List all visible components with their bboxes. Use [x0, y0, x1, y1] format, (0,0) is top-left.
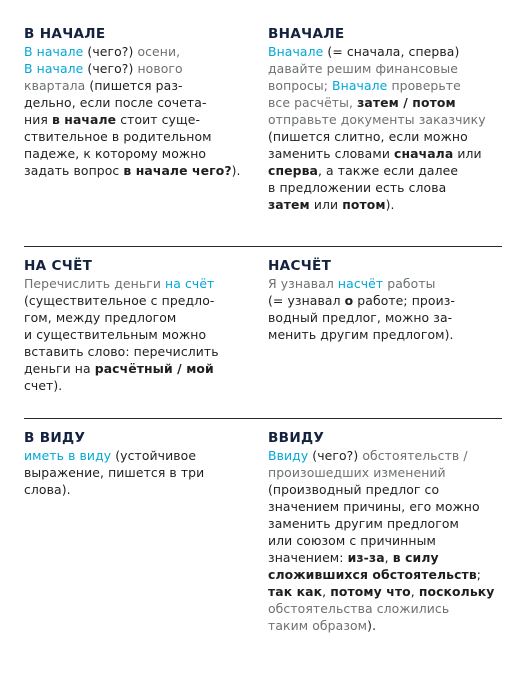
explanation-text: ния: [24, 112, 52, 127]
text-line: [268, 549, 504, 566]
text-line: [268, 600, 504, 617]
text-line: [24, 360, 250, 377]
entry-na-schet: [24, 258, 250, 394]
entry-body: [268, 43, 504, 213]
explanation-text: слова).: [24, 482, 71, 497]
section-divider: [24, 246, 502, 247]
section-divider: [24, 418, 502, 419]
example-text: все расчёты,: [268, 95, 358, 110]
highlighted-term: В начале: [24, 61, 84, 76]
explanation-text: или: [453, 146, 482, 161]
example-text: давайте решим финансовые: [268, 61, 458, 76]
explanation-text: (чего?): [83, 61, 138, 76]
highlighted-term: Вначале: [332, 78, 388, 93]
example-text: квартала: [24, 78, 86, 93]
explanation-text: (пишется раз-: [85, 78, 183, 93]
explanation-text: ).: [385, 197, 395, 212]
bold-term: затем: [268, 197, 310, 212]
highlighted-term: Ввиду: [268, 448, 309, 463]
explanation-text: , а также если далее: [317, 163, 459, 178]
entry-heading: В ВИДУ: [24, 430, 86, 446]
bold-term: так как: [268, 584, 323, 599]
explanation-text: заменить словами: [268, 146, 395, 161]
bold-term: в силу: [392, 550, 439, 565]
text-line: [268, 583, 504, 600]
entry-body: [268, 447, 504, 634]
bold-term: в начале чего?: [123, 163, 232, 178]
bold-term: расчётный / мой: [94, 361, 214, 376]
entry-heading: В НАЧАЛЕ: [24, 26, 106, 42]
text-line: [24, 77, 250, 94]
explanation-text: (= сначала, сперва): [323, 44, 460, 59]
text-line: [268, 162, 504, 179]
explanation-text: (пишется слитно, если можно: [268, 129, 468, 144]
entry-body: [268, 275, 504, 343]
text-line: [24, 162, 250, 179]
explanation-text: деньги на: [24, 361, 95, 376]
explanation-text: ,: [322, 584, 331, 599]
text-line: [24, 464, 250, 481]
entry-body: [24, 275, 250, 394]
text-line: [268, 111, 504, 128]
text-line: [268, 481, 504, 498]
highlighted-term: иметь в виду: [24, 448, 112, 463]
text-line: [268, 515, 504, 532]
explanation-text: (= узнавал: [268, 293, 345, 308]
explanation-text: стоит суще-: [116, 112, 201, 127]
example-text: вопросы;: [268, 78, 333, 93]
example-text: таким образом: [268, 618, 368, 633]
text-line: [268, 94, 504, 111]
text-line: [268, 275, 504, 292]
highlighted-term: насчёт: [337, 276, 384, 291]
explanation-text: значением:: [268, 550, 348, 565]
explanation-text: или союзом с причинным: [268, 533, 436, 548]
text-line: [24, 275, 250, 292]
explanation-text: ,: [384, 550, 393, 565]
explanation-text: значением причины, его можно: [268, 499, 480, 514]
text-line: [268, 532, 504, 549]
explanation-text: ,: [410, 584, 419, 599]
example-text: нового: [137, 61, 183, 76]
text-line: [24, 43, 250, 60]
bold-term: потом: [342, 197, 386, 212]
explanation-text: и существительным можно: [24, 327, 207, 342]
highlighted-term: на счёт: [165, 276, 215, 291]
text-line: [268, 196, 504, 213]
explanation-text: или: [309, 197, 343, 212]
explanation-text: задать вопрос: [24, 163, 124, 178]
text-line: [268, 326, 504, 343]
explanation-text: падеже, к которому можно: [24, 146, 207, 161]
bold-term: из-за: [347, 550, 385, 565]
explanation-text: ствительное в родительном: [24, 129, 212, 144]
explanation-text: (чего?): [308, 448, 363, 463]
explanation-text: в предложении есть слова: [268, 180, 447, 195]
bold-term: поскольку: [418, 584, 495, 599]
explanation-text: гом, между предлогом: [24, 310, 177, 325]
explanation-text: (существительное с предло-: [24, 293, 215, 308]
text-line: [268, 617, 504, 634]
text-line: [24, 343, 250, 360]
explanation-text: ).: [231, 163, 241, 178]
bold-term: в начале: [51, 112, 117, 127]
example-text: осени,: [137, 44, 181, 59]
example-text: Я узнавал: [268, 276, 338, 291]
explanation-text: (устойчивое: [111, 448, 197, 463]
explanation-text: ;: [476, 567, 482, 582]
text-line: [24, 128, 250, 145]
explanation-text: дельно, если после сочета-: [24, 95, 207, 110]
bold-term: сложившихся обстоятельств: [268, 567, 477, 582]
explanation-text: (чего?): [83, 44, 138, 59]
text-line: [268, 43, 504, 60]
explanation-text: вставить слово: перечислить: [24, 344, 219, 359]
example-text: проверьте: [387, 78, 461, 93]
explanation-text: водный предлог, можно за-: [268, 310, 453, 325]
bold-term: затем / потом: [357, 95, 456, 110]
text-line: [268, 60, 504, 77]
explanation-text: счет).: [24, 378, 63, 393]
text-line: [24, 481, 250, 498]
text-line: [24, 145, 250, 162]
entry-v-nachale: [24, 26, 250, 179]
text-line: [24, 111, 250, 128]
bold-term: сперва: [268, 163, 318, 178]
explanation-text: менить другим предлогом).: [268, 327, 454, 342]
text-line: [268, 128, 504, 145]
bold-term: потому что: [330, 584, 411, 599]
text-line: [268, 77, 504, 94]
bold-term: сначала: [394, 146, 454, 161]
text-line: [268, 179, 504, 196]
text-line: [268, 292, 504, 309]
entry-heading: ВНАЧАЛЕ: [268, 26, 345, 42]
highlighted-term: В начале: [24, 44, 84, 59]
text-line: [268, 145, 504, 162]
text-line: [24, 377, 250, 394]
text-line: [268, 464, 504, 481]
example-text: обстоятельств /: [362, 448, 468, 463]
entry-naschet: [268, 258, 504, 343]
entry-heading: НАСЧЁТ: [268, 258, 332, 274]
entry-body: [24, 43, 250, 179]
explanation-text: работе; произ-: [353, 293, 455, 308]
explanation-text: заменить другим предлогом: [268, 516, 459, 531]
bold-term: о: [344, 293, 354, 308]
entry-v-vidu: [24, 430, 250, 498]
explanation-text: ).: [367, 618, 377, 633]
highlighted-term: Вначале: [268, 44, 324, 59]
text-line: [268, 309, 504, 326]
text-line: [24, 292, 250, 309]
explanation-text: выражение, пишется в три: [24, 465, 205, 480]
text-line: [24, 94, 250, 111]
example-text: Перечислить деньги: [24, 276, 166, 291]
entry-vvidu: [268, 430, 504, 634]
example-text: работы: [383, 276, 436, 291]
example-text: отправьте документы заказчику: [268, 112, 486, 127]
text-line: [268, 498, 504, 515]
text-line: [24, 60, 250, 77]
example-text: произошедших изменений: [268, 465, 446, 480]
text-line: [268, 447, 504, 464]
text-line: [268, 566, 504, 583]
example-text: обстоятельства сложились: [268, 601, 450, 616]
entry-body: [24, 447, 250, 498]
text-line: [24, 309, 250, 326]
explanation-text: (производный предлог со: [268, 482, 440, 497]
entry-vnachale: [268, 26, 504, 213]
entry-heading: ВВИДУ: [268, 430, 325, 446]
text-line: [24, 326, 250, 343]
entry-heading: НА СЧЁТ: [24, 258, 93, 274]
text-line: [24, 447, 250, 464]
